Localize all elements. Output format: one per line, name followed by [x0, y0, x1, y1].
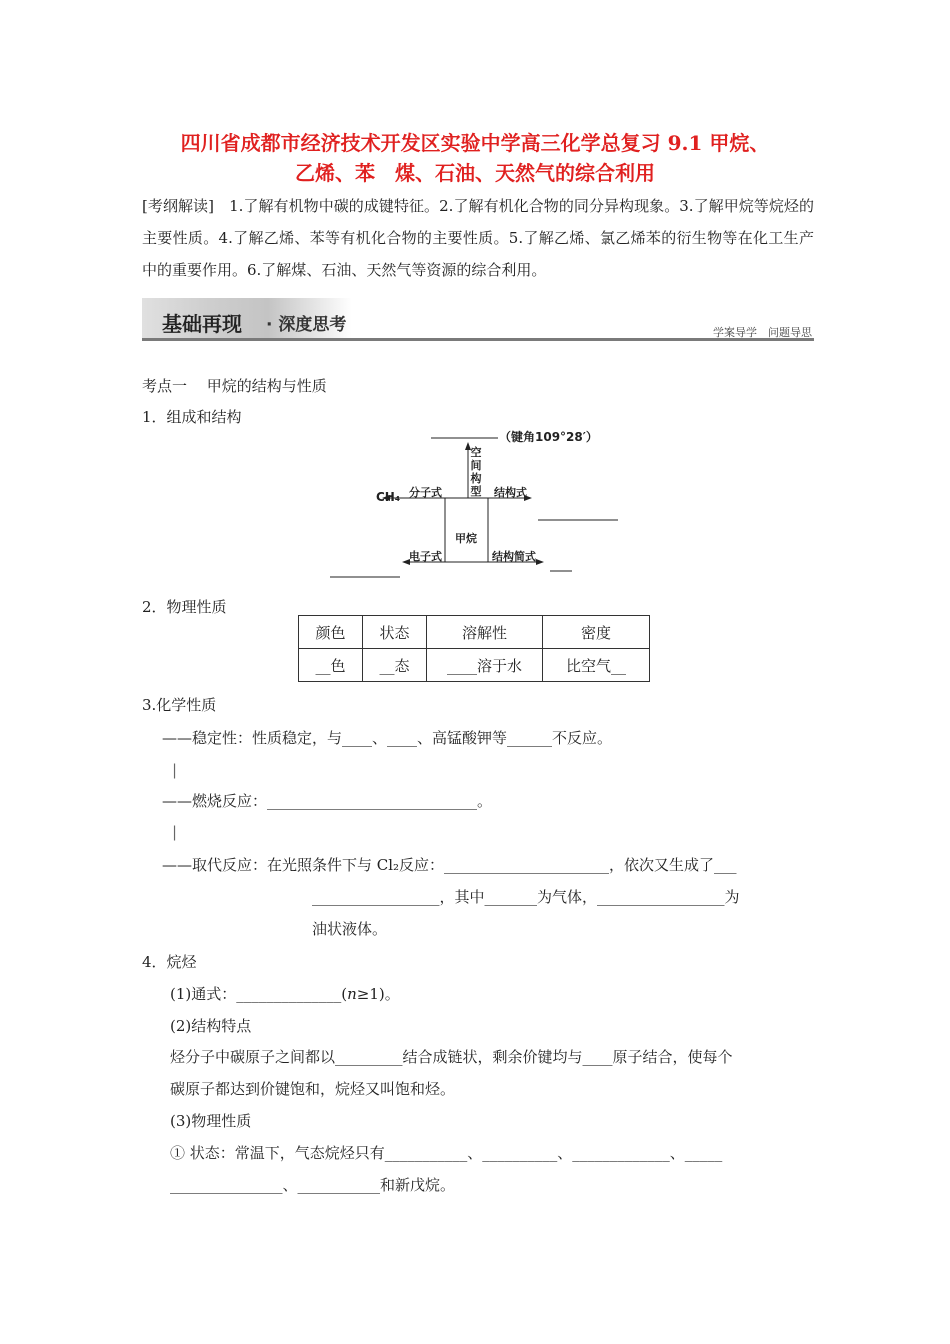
stability-line: ——稳定性：性质稳定，与____、____、高锰酸钾等______不反应。 [162, 729, 613, 747]
substitution-line-2: _________________，其中_______为气体，_________________为 [312, 888, 740, 906]
table-header-cell: 颜色 [299, 616, 363, 649]
structural-formula-label: 结构式 [494, 486, 527, 499]
banner-main-label: 基础再现 [162, 312, 242, 336]
document-title-line1: 四川省成都市经济技术开发区实验中学高三化学总复习 9.1 甲烷、 [180, 131, 770, 155]
item-composition-structure: 1．组成和结构 [142, 408, 242, 426]
banner-right-label: 学案导学 问题导思 [713, 326, 812, 339]
bond-angle-label: （键角109°28′） [499, 430, 598, 444]
document-title-line2: 乙烯、苯 煤、石油、天然气的综合利用 [295, 161, 655, 185]
section-heading-methane: 考点一 甲烷的结构与性质 [142, 377, 327, 395]
general-formula-label: (1)通式：______________( [170, 985, 348, 1003]
table-header-row [299, 616, 650, 649]
combustion-line: ——燃烧反应：____________________________。 [162, 792, 493, 810]
connector-bar: | [172, 761, 178, 779]
electronic-formula-label: 电子式 [409, 550, 442, 563]
table-cell: ____溶于水 [427, 649, 543, 682]
physical-properties-table [298, 615, 650, 682]
table-cell: __色 [299, 649, 363, 682]
item-chemical-properties: 3.化学性质 [142, 696, 217, 714]
table-header-cell: 溶解性 [427, 616, 543, 649]
structure-features-text-1: 烃分子中碳原子之间都以_________结合成链状，剩余价键均与____原子结合，使每个 [170, 1048, 733, 1066]
state-line-1: ① 状态：常温下，气态烷烃只有___________、__________、_____________、_____ [170, 1144, 723, 1162]
section-banner [142, 298, 814, 342]
general-formula-tail: ≥1)。 [356, 985, 400, 1003]
table-row [299, 649, 650, 682]
ch4-formula-label: CH₄ [376, 490, 401, 504]
table-cell: __态 [363, 649, 427, 682]
item-alkanes: 4．烷烃 [142, 953, 197, 971]
item-physical-properties: 2．物理性质 [142, 598, 227, 616]
arrow-bottom-right-head [536, 559, 544, 565]
substitution-line: ——取代反应：在光照条件下与 Cl₂反应：______________________，依次又生成了___ [162, 856, 737, 874]
substitution-line-3: 油状液体。 [312, 920, 388, 938]
connector-bar: | [172, 823, 178, 841]
methane-center-label: 甲烷 [455, 532, 477, 545]
syllabus-intro: [考纲解读] 1.了解有机物中碳的成键特征。2.了解有机化合物的同分异构现象。3.了解甲烷等烷烃的主要性质。4.了解乙烯、苯等有机化合物的主要性质。5.了解乙烯、氯乙烯苯的衍生物等在化工生产中的重要作用。6.了解煤、石油、天然气等资源的综合利用。 [142, 197, 814, 279]
structure-features-heading: (2)结构特点 [170, 1017, 252, 1035]
physical-properties-heading: (3)物理性质 [170, 1112, 252, 1130]
state-line-2: _______________、___________和新戊烷。 [170, 1176, 456, 1194]
general-formula-line [170, 978, 400, 1010]
spatial-shape-label: 空间构型 [470, 446, 482, 498]
molecular-formula-label: 分子式 [409, 486, 442, 499]
formula-variable: n [347, 985, 357, 1003]
table-header-cell: 密度 [543, 616, 650, 649]
condensed-formula-label: 结构简式 [492, 550, 536, 563]
structure-features-text-2: 碳原子都达到价键饱和，烷烃又叫饱和烃。 [170, 1080, 456, 1098]
table-header-cell: 状态 [363, 616, 427, 649]
banner-sub-label: · 深度思考 [266, 315, 347, 335]
table-cell: 比空气__ [543, 649, 650, 682]
